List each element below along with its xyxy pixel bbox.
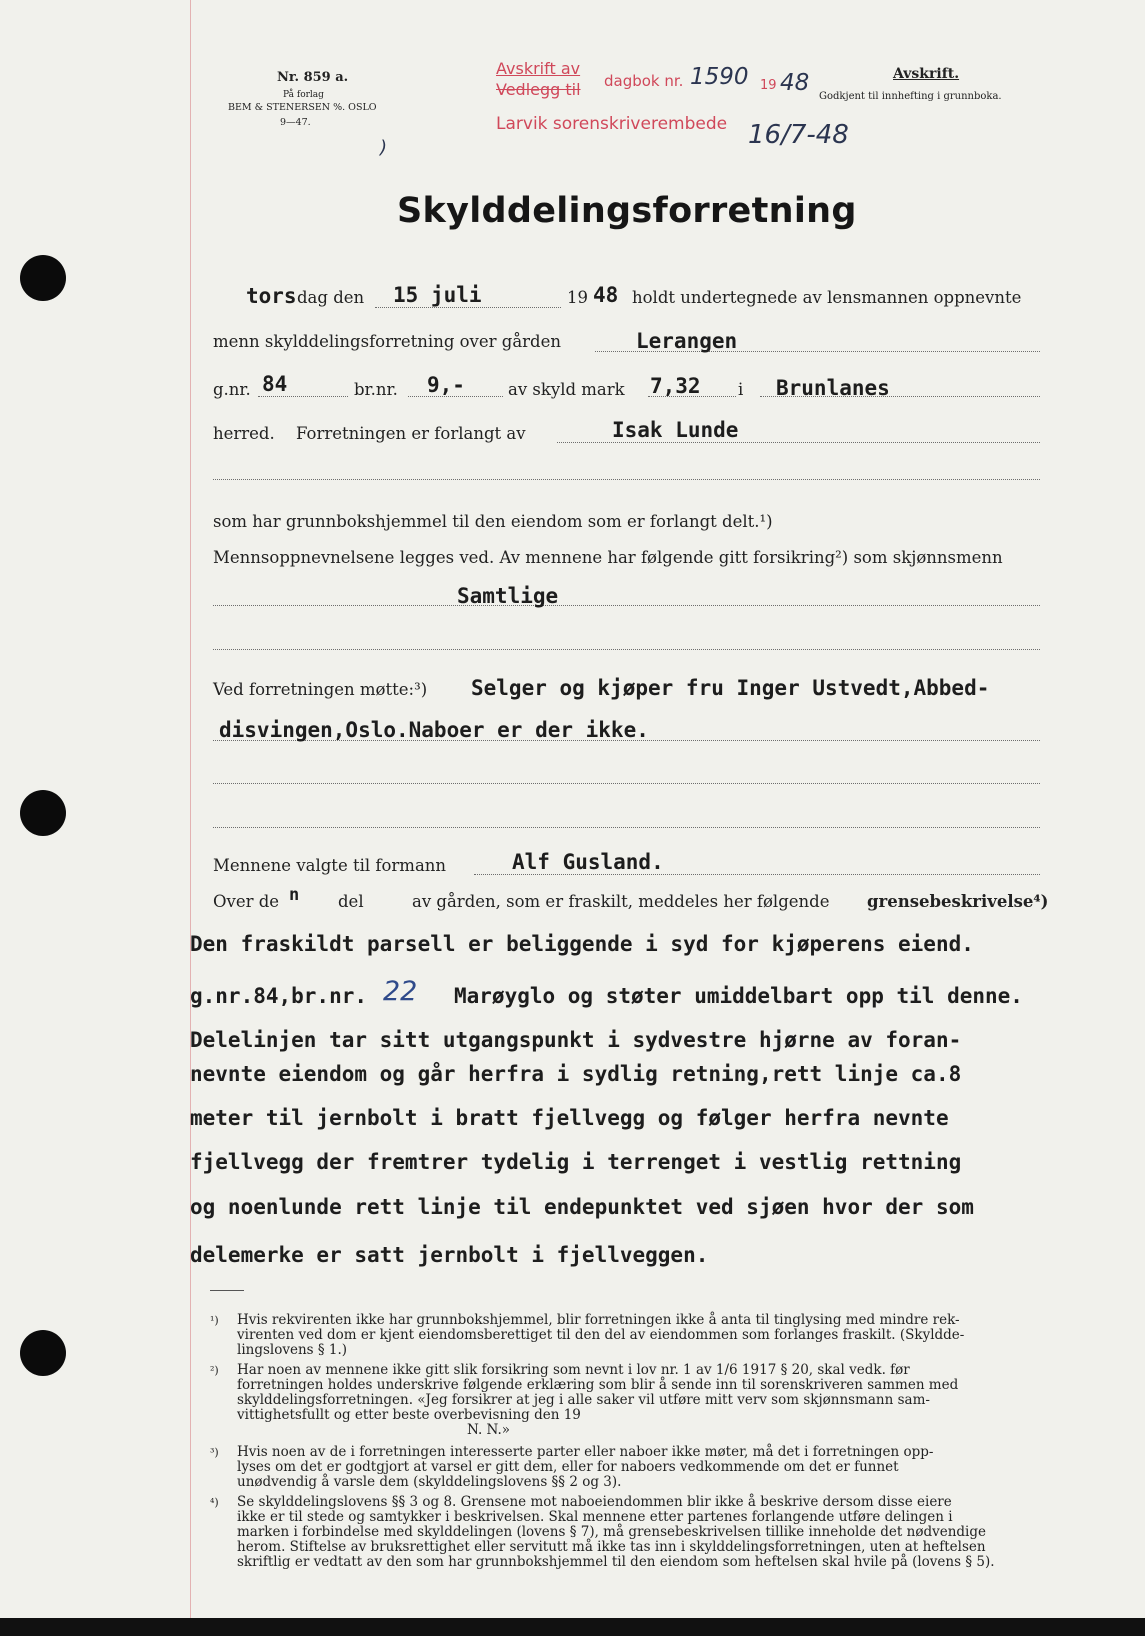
date-day: 15 juli (393, 283, 482, 307)
dagbok-year: 48 (780, 70, 810, 96)
description-line: Den fraskildt parsell er beliggende i syd for kjøperens eiend. (190, 932, 974, 956)
footnote-line: Hvis rekvirenten ikke har grunnbokshjemmel, blir forretningen ikke å anta til tinglysing med mindre rek- (237, 1312, 960, 1328)
margin-rule (190, 0, 191, 1636)
footnote-line: Hvis noen av de i forretningen interesserte parter eller naboer ikke møter, må det i forretningen opp- (237, 1444, 934, 1460)
document-title: Skylddelingsforretning (397, 191, 857, 231)
grense-bold: grensebeskrivelse⁴) (867, 892, 1049, 911)
stamp-date: 16/7-48 (748, 120, 849, 150)
footnote-line: Se skylddelingslovens §§ 3 og 8. Grensene mot naboeiendommen blir ikke å beskrive dersom disse eiere (237, 1494, 952, 1510)
footnote-line: skriftlig er vedtatt av den som har grunnbokshjemmel til den eiendom som heftelsen skal hvile på (lovens § 5). (237, 1554, 995, 1570)
footnote-mark: ⁴) (210, 1496, 219, 1509)
punch-hole (20, 790, 66, 836)
over-label: Over de (213, 892, 280, 911)
attended-line1: Selger og kjøper fru Inger Ustvedt,Abbed- (471, 676, 990, 700)
attended-line2: disvingen,Oslo.Naboer er der ikke. (219, 718, 649, 742)
dotted-line (375, 307, 561, 308)
description-line: meter til jernbolt i bratt fjellvegg og følger herfra nevnte (190, 1106, 949, 1130)
brnr-label: br.nr. (354, 380, 398, 399)
footnote-line: ikke er til stede og samtykker i beskrivelsen. Skal mennene etter partenes forlangende utføre delingen i (237, 1509, 953, 1525)
description-line: Marøyglo og støter umiddelbart opp til denne. (454, 984, 1023, 1008)
description-line: og noenlunde rett linje til endepunktet ved sjøen hvor der som (190, 1195, 974, 1219)
footnote-line: virenten ved dom er kjent eiendomsberettiget til den del av eiendommen som forlanges fraskilt. (Skyldde- (237, 1327, 965, 1343)
description-line: nevnte eiendom og går herfra i sydlig retning,rett linje ca.8 (190, 1062, 962, 1086)
municipality: Brunlanes (776, 376, 890, 400)
stamp-office: Larvik sorenskriverembede (496, 114, 728, 134)
footnote-line: herom. Stiftelse av bruksrettighet eller servitutt må ikke tas inn i skylddelingsforretningen, uten at heftelsen (237, 1539, 986, 1555)
farm-name: Lerangen (636, 329, 738, 353)
description-line: Delelinjen tar sitt utgangspunkt i sydvestre hjørne av foran- (190, 1028, 962, 1052)
gnr-label: g.nr. (213, 380, 251, 399)
punch-hole (20, 1330, 66, 1376)
footnote-line: vittighetsfullt og etter beste overbevisning den 19 (237, 1407, 581, 1423)
year-prefix: 19 (567, 288, 588, 307)
avskrift-label: Avskrift. (893, 66, 960, 82)
requested-label: Forretningen er forlangt av (296, 424, 526, 443)
publisher-line: BEM & STENERSEN %. OSLO (228, 102, 377, 113)
chairman-label: Mennene valgte til formann (213, 856, 447, 875)
insured-value: Samtlige (457, 584, 559, 608)
publisher-line: 9—47. (280, 117, 311, 128)
footnote-line: lingslovens § 1.) (237, 1342, 348, 1358)
brnr-value: 9,- (427, 373, 465, 397)
footnote-line: unødvendig å varsle dem (skylddelingslovens §§ 2 og 3). (237, 1474, 622, 1490)
requested-by: Isak Lunde (612, 418, 739, 442)
dagbok-number: 1590 (690, 64, 749, 90)
dotted-line (213, 479, 1040, 480)
punch-hole (20, 255, 66, 301)
stamp-year-prefix: 19 (760, 78, 777, 93)
godkjent-text: Godkjent til innhefting i grunnboka. (819, 91, 1002, 102)
footnote-mark: ²) (210, 1364, 219, 1377)
dotted-line (213, 605, 1040, 606)
stamp-avskrift: Avskrift av (496, 59, 581, 78)
menn-text: menn skylddelingsforretning over gården (213, 332, 562, 351)
del-label: del (338, 892, 364, 911)
skyld-value: 7,32 (650, 374, 701, 398)
footnote-mark: ¹) (210, 1314, 219, 1327)
dotted-line (213, 649, 1040, 650)
publisher-line: På forlag (283, 90, 324, 100)
over-suffix: n (289, 885, 300, 905)
dotted-line (474, 874, 1040, 875)
description-line: g.nr.84,br.nr. (190, 984, 368, 1008)
footnote-rule (210, 1290, 244, 1291)
held-text: holdt undertegnede av lensmannen oppnevnte (632, 288, 1022, 307)
dotted-line (213, 827, 1040, 828)
footnote-mark: ³) (210, 1446, 219, 1459)
attended-label: Ved forretningen møtte:³) (213, 680, 428, 699)
description-line: delemerke er satt jernbolt i fjellveggen. (190, 1243, 709, 1267)
margin-tick: ) (380, 137, 388, 158)
footnote-line: skylddelingsforretningen. «Jeg forsikrer at jeg i alle saker vil utføre mitt verv som skjønnsmann sam- (237, 1392, 930, 1408)
herred-label: herred. (213, 424, 275, 443)
dotted-line (213, 783, 1040, 784)
handwritten-brnr: 22 (383, 976, 418, 1007)
footnote-line: forretningen holdes underskrive følgende erklæring som blir å sende inn til sorenskriveren sammen med (237, 1377, 959, 1393)
day-label: dag den (297, 288, 365, 307)
grunnbok-text: som har grunnbokshjemmel til den eiendom som er forlangt delt.¹) (213, 512, 773, 531)
description-line: fjellvegg der fremtrer tydelig i terrenget i vestlig rettning (190, 1150, 962, 1174)
skyld-label: av skyld mark (508, 380, 625, 399)
dotted-line (258, 396, 348, 397)
stamp-dagbok-label: dagbok nr. (604, 72, 684, 90)
stamp-vedlegg: Vedlegg til (496, 80, 581, 99)
form-number: Nr. 859 a. (277, 70, 349, 85)
mennsopp-text: Mennsoppnevnelsene legges ved. Av mennene har følgende gitt forsikring²) som skjønnsmenn (213, 548, 1003, 567)
grense-text: av gården, som er fraskilt, meddeles her følgende (412, 892, 830, 911)
footnote-line: lyses om det er godtgjort at varsel er gitt dem, eller for naboers vedkommende om det er funnet (237, 1459, 899, 1475)
footnote-line: Har noen av mennene ikke gitt slik forsikring som nevnt i lov nr. 1 av 1/6 1917 § 20, skal vedk. før (237, 1362, 910, 1378)
weekday-prefix: tors (246, 284, 297, 308)
gnr-value: 84 (262, 372, 288, 396)
chairman-name: Alf Gusland. (512, 850, 664, 874)
scan-edge (0, 1618, 1145, 1636)
footnote-line: N. N.» (467, 1422, 511, 1438)
year-value: 48 (593, 283, 619, 307)
footnote-line: marken i forbindelse med skylddelingen (lovens § 7), må grensebeskrivelsen tillike inneholde det nødvendige (237, 1524, 986, 1540)
i-label: i (738, 380, 744, 399)
dotted-line (557, 442, 1040, 443)
